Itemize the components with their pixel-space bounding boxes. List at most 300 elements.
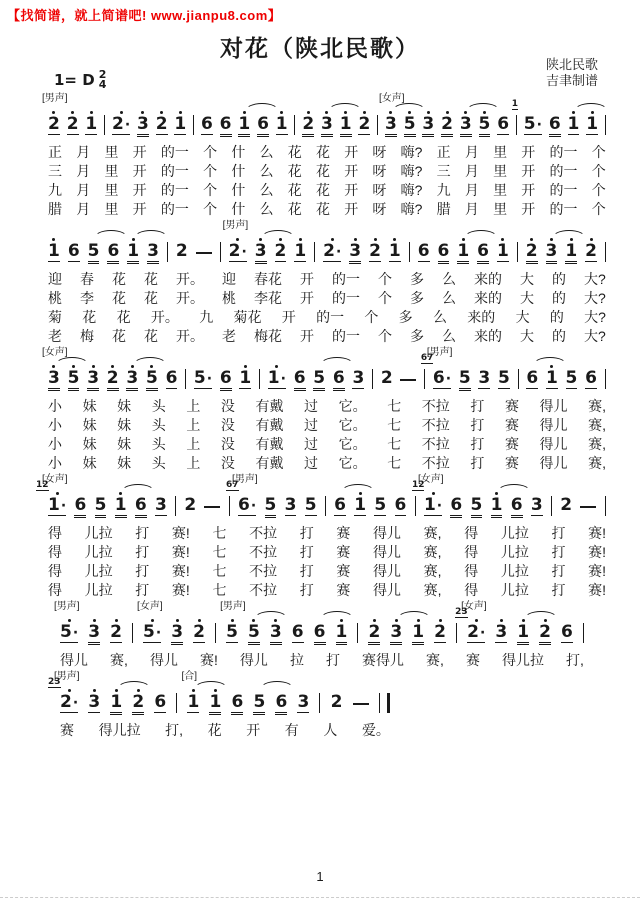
note: [395, 492, 407, 521]
duration-underlines: [135, 515, 147, 521]
lyric-syllable: 正: [48, 144, 62, 160]
lyric-syllable: 九: [199, 309, 214, 325]
duration-underlines: [60, 642, 78, 648]
duration-underlines: [238, 515, 256, 521]
duration-underlines: [257, 134, 269, 140]
page-number: 1: [316, 869, 324, 884]
lyrics-row: [48, 200, 606, 219]
lyric-syllable: 花: [287, 201, 302, 217]
lyric-syllable: 开: [521, 163, 536, 179]
augmentation-dot: ·: [206, 371, 213, 387]
slur-arc: [497, 484, 531, 492]
voice-label: [合]: [181, 671, 198, 682]
lyric-syllable: 春: [80, 271, 94, 287]
note-digit: 2: [155, 114, 168, 134]
duration-underlines: [585, 261, 597, 267]
note: [67, 111, 79, 140]
duration-underlines: [418, 261, 430, 267]
note-digit: 6: [200, 114, 213, 134]
duration-underlines: [340, 134, 352, 140]
notation-row: [42, 346, 606, 394]
note: [257, 111, 269, 140]
lyric-syllable: 打: [135, 525, 150, 541]
note: [441, 111, 453, 140]
duration-underlines: [460, 134, 472, 140]
note: [285, 492, 297, 521]
note: [491, 492, 503, 521]
duration-underlines: [176, 261, 188, 267]
duration-underlines: [539, 642, 551, 648]
lyric-syllable: 打: [299, 525, 314, 541]
barline: [357, 623, 358, 643]
duration-underlines: [107, 388, 119, 394]
note-digit: 6 ·: [432, 368, 452, 388]
note: [88, 238, 100, 267]
lyric-syllable: 里: [493, 163, 508, 179]
lyric-syllable: 大: [515, 309, 530, 325]
lyric-syllable: 个: [203, 182, 218, 198]
note: [294, 365, 306, 394]
lyric-syllable: 花: [315, 163, 330, 179]
lyric-syllable: 得: [464, 544, 479, 560]
lyric-syllable: 它。: [338, 455, 367, 471]
duration-underlines: [154, 712, 166, 718]
note: [156, 111, 168, 140]
note-digit: 1 ·: [423, 495, 443, 515]
note: [526, 365, 538, 394]
note: [390, 619, 402, 648]
slur-arc: [55, 357, 89, 365]
lyric-syllable: 赛!: [588, 563, 606, 579]
lyric-syllable: 得儿: [373, 544, 402, 560]
note: [313, 365, 325, 394]
lyric-syllable: 来的: [474, 328, 502, 344]
lyric-syllable: 的一: [160, 144, 189, 160]
note-digit: 3: [459, 114, 472, 134]
lyric-syllable: 腊: [436, 201, 451, 217]
augmentation-dot: ·: [72, 625, 79, 641]
barline: [551, 496, 552, 516]
duration-underlines: [368, 642, 380, 648]
duration-underlines: [255, 261, 267, 267]
note: [497, 238, 509, 267]
lyric-syllable: 小: [48, 455, 62, 471]
duration-underlines: [566, 388, 578, 394]
lyrics-row: [48, 543, 606, 562]
lyric-syllable: 没: [220, 436, 235, 452]
duration-underlines: [68, 388, 80, 394]
note: [333, 365, 345, 394]
duration-underlines: [48, 515, 66, 521]
lyric-syllable: 开: [344, 144, 359, 160]
duration-underlines: [137, 134, 149, 140]
lyric-syllable: 打: [135, 582, 150, 598]
note: [478, 365, 490, 394]
lyric-syllable: 赛!: [588, 582, 606, 598]
lyric-syllable: 打: [325, 652, 340, 668]
note-digit: 5 ·: [523, 114, 542, 134]
duration-underlines: [517, 642, 529, 648]
lyric-syllable: 得儿: [373, 563, 402, 579]
lyric-syllable: 人: [323, 722, 338, 738]
lyric-syllable: 花: [116, 309, 131, 325]
augmentation-dot: ·: [335, 244, 342, 260]
augmentation-dot: ·: [436, 498, 443, 514]
duration-underlines: [155, 515, 167, 521]
note-digit: 3: [422, 114, 435, 134]
note: [546, 238, 558, 267]
lyric-syllable: 赛!: [171, 525, 190, 541]
note-digit: 5 ·: [143, 622, 162, 642]
lyric-syllable: 桃: [222, 290, 236, 306]
lyric-syllable: 得: [48, 582, 62, 598]
note: [455, 601, 487, 648]
note-digit: 1: [127, 241, 140, 261]
note-digit: 5: [374, 495, 387, 515]
barline: [424, 369, 425, 389]
note-digit: 6: [219, 114, 232, 134]
note: [220, 111, 232, 140]
lyric-syllable: 嗨?: [400, 144, 423, 160]
note-digit: 3: [126, 368, 139, 388]
voice-label: [男声]: [220, 601, 246, 612]
note-digit: 6: [437, 241, 450, 261]
lyric-syllable: 过: [304, 455, 319, 471]
slur-arc: [524, 611, 558, 619]
lyric-syllable: 里: [493, 201, 508, 217]
note-digit: 2: [368, 622, 381, 642]
augmentation-dot: ·: [155, 625, 162, 641]
note-digit: 5 ·: [60, 622, 79, 642]
note-digit: 6: [560, 622, 573, 642]
duration-underlines: [187, 712, 199, 718]
note-digit: 6: [231, 692, 244, 712]
duration-underlines: [110, 712, 122, 718]
note: [294, 238, 306, 267]
lyric-syllable: 头: [151, 398, 166, 414]
note: [511, 492, 523, 521]
lyric-syllable: 得儿: [539, 436, 568, 452]
voice-label: [女声]: [42, 347, 68, 358]
lyric-syllable: 月: [76, 144, 91, 160]
voice-label: [男声]: [42, 93, 68, 104]
note-digit: 1: [110, 692, 123, 712]
note-digit: 6: [165, 368, 178, 388]
note-digit: 6: [134, 495, 147, 515]
note: [314, 619, 326, 648]
lyric-syllable: 什: [231, 144, 246, 160]
lyric-syllable: 打: [470, 398, 485, 414]
note: [110, 689, 122, 718]
lyric-syllable: 赛,: [426, 652, 444, 668]
lyric-syllable: 开: [132, 163, 147, 179]
lyric-syllable: 赛: [60, 722, 74, 738]
lyric-syllable: 赛!: [171, 544, 190, 560]
barline: [132, 623, 133, 643]
lyric-syllable: 得儿: [373, 582, 402, 598]
duration-underlines: [220, 134, 232, 140]
lyric-syllable: 上: [186, 398, 201, 414]
lyric-syllable: 得: [48, 525, 62, 541]
note: [358, 111, 370, 140]
note: [379, 93, 405, 140]
lyric-syllable: 儿拉: [84, 544, 113, 560]
lyric-syllable: 花: [112, 290, 126, 306]
lyric-syllable: 得: [464, 582, 479, 598]
duration-underlines: [253, 712, 265, 718]
notation-row: [36, 473, 606, 521]
note: [48, 671, 80, 718]
notation-row: [48, 670, 390, 718]
note: [226, 474, 258, 521]
voice-label: [男声]: [54, 601, 80, 612]
note-digit: 6: [67, 241, 80, 261]
note: [42, 93, 68, 140]
duration-underlines: [471, 515, 483, 521]
duration-underlines: [585, 388, 597, 394]
lyric-syllable: 儿拉: [84, 582, 113, 598]
lyric-syllable: 菊花: [233, 309, 262, 325]
note-digit: 6: [154, 692, 167, 712]
slur-arc: [117, 681, 151, 689]
note: [340, 111, 352, 140]
lyric-syllable: 的一: [160, 201, 189, 217]
duration-underlines: [95, 515, 107, 521]
slur-arc: [194, 681, 228, 689]
note-digit: 1: [187, 692, 200, 712]
lyrics-row: [48, 181, 606, 200]
note-digit: 2: [539, 622, 551, 642]
lyric-syllable: 赛,: [423, 563, 442, 579]
barline: [415, 496, 416, 516]
barline: [175, 496, 176, 516]
lyric-syllable: 的一: [332, 328, 360, 344]
lyric-syllable: 月: [76, 182, 91, 198]
lyric-syllable: 打,: [165, 722, 184, 738]
duration-underlines: [459, 388, 471, 394]
lyric-syllable: 的: [552, 271, 566, 287]
note-digit: 1: [339, 114, 352, 134]
duration-underlines: [156, 134, 168, 140]
note: [112, 111, 130, 140]
duration-underlines: [88, 261, 100, 267]
slur-arc: [464, 230, 498, 238]
note: [349, 238, 361, 267]
note-digit: 1: [209, 692, 222, 712]
barline: [294, 115, 295, 135]
lyric-syllable: 春花: [254, 271, 282, 287]
lyric-syllable: 赛: [336, 544, 351, 560]
lyric-syllable: 不拉: [421, 455, 450, 471]
note-digit: 6: [257, 114, 269, 134]
lyric-syllable: 腊: [48, 201, 62, 217]
note: [270, 619, 282, 648]
duration-underlines: [381, 388, 393, 394]
lyric-syllable: 么: [442, 328, 456, 344]
lyric-syllable: 开: [344, 182, 359, 198]
lyric-syllable: 不拉: [421, 398, 450, 414]
lyric-syllable: 月: [464, 182, 479, 198]
note-digit: 3: [88, 692, 101, 712]
lyric-syllable: 妹: [117, 436, 132, 452]
note-digit: 3: [87, 368, 100, 388]
lyric-syllable: 七: [212, 582, 227, 598]
note-digit: 1: [174, 114, 187, 134]
lyric-syllable: 打,: [566, 652, 584, 668]
lyric-syllable: 不拉: [249, 525, 278, 541]
note-digit: 5: [470, 495, 483, 515]
barline: [605, 115, 606, 135]
duration-underlines: [115, 515, 127, 521]
note-digit: 3: [297, 692, 310, 712]
lyric-syllable: 老: [222, 328, 236, 344]
lyric-syllable: 七: [212, 544, 227, 560]
note: [126, 365, 138, 394]
lyric-syllable: 开: [521, 144, 536, 160]
duration-underlines: [354, 515, 366, 521]
voice-label: [男声]: [222, 220, 249, 231]
barline: [193, 115, 194, 135]
note-digit: 2: [380, 368, 393, 388]
note: [420, 347, 453, 394]
note: [497, 111, 509, 140]
duration-underlines: [549, 134, 561, 140]
lyric-syllable: 的: [549, 309, 564, 325]
lyric-syllable: 花: [144, 328, 158, 344]
page-bottom-divider: [0, 897, 640, 898]
lyric-syllable: 花: [144, 290, 158, 306]
lyric-syllable: 花: [207, 722, 222, 738]
note: [479, 111, 491, 140]
note: [275, 689, 287, 718]
lyric-syllable: 得儿: [539, 417, 568, 433]
note-digit: 1: [85, 114, 98, 134]
lyric-syllable: 儿拉: [500, 525, 529, 541]
duration-underlines: [412, 642, 424, 648]
lyric-syllable: 呀: [372, 182, 387, 198]
lyric-syllable: 的一: [549, 201, 578, 217]
note: [511, 99, 542, 140]
duration-underlines: [68, 261, 80, 267]
note-digit: 6: [477, 241, 489, 261]
lyric-syllable: 花: [82, 309, 97, 325]
lyric-syllable: 大?: [584, 328, 606, 344]
lyrics-row: [48, 454, 606, 473]
note: [460, 111, 472, 140]
notation-row: [42, 92, 606, 140]
note: [565, 238, 577, 267]
lyric-syllable: 多: [410, 328, 424, 344]
lyrics-row: [48, 524, 606, 543]
duration-underlines: [389, 261, 401, 267]
note: [297, 689, 309, 718]
lyric-syllable: 的一: [549, 144, 578, 160]
note: [457, 238, 469, 267]
duration-underlines: [374, 515, 386, 521]
lyric-syllable: 大?: [584, 309, 606, 325]
note-digit: 1 ·: [48, 495, 67, 515]
note-digit: 1: [565, 241, 578, 261]
lyric-syllable: 有戴: [255, 455, 284, 471]
lyric-syllable: 开。: [176, 290, 204, 306]
note: [374, 492, 386, 521]
lyric-syllable: 什: [231, 201, 246, 217]
lyric-syllable: 嗨?: [400, 163, 423, 179]
note: [495, 619, 507, 648]
duration-underlines: [334, 515, 346, 521]
lyric-syllable: 头: [151, 455, 166, 471]
duration-underlines: [491, 515, 503, 521]
note: [368, 619, 380, 648]
note: [107, 365, 119, 394]
lyric-syllable: 开。: [176, 271, 204, 287]
lyric-syllable: 小: [48, 436, 62, 452]
duration-underlines: [248, 642, 260, 648]
note: [336, 619, 348, 648]
duration-underlines: [479, 134, 491, 140]
duration-underlines: [441, 134, 453, 140]
note: [561, 619, 573, 648]
lyric-syllable: 小: [48, 398, 62, 414]
note-digit: 2: [330, 692, 343, 712]
grace-note: 23: [455, 607, 468, 617]
augmentation-dot: ·: [124, 117, 131, 133]
lyric-syllable: 开: [132, 182, 147, 198]
dash-note: [196, 252, 212, 254]
lyric-syllable: 七: [387, 417, 402, 433]
note-digit: 3: [254, 241, 267, 261]
lyric-syllable: 赛: [504, 436, 519, 452]
note-digit: 1: [496, 241, 509, 261]
note-digit: 3: [385, 114, 397, 134]
duration-underlines: [336, 642, 348, 648]
score-systems: [0, 92, 640, 740]
lyric-syllable: 么: [259, 201, 274, 217]
lyric-syllable: 妹: [82, 417, 97, 433]
note: [171, 619, 183, 648]
duration-underlines: [239, 388, 251, 394]
lyric-syllable: 的一: [160, 182, 189, 198]
lyric-syllable: 的一: [549, 163, 578, 179]
barline: [215, 623, 216, 643]
lyric-syllable: 么: [259, 163, 274, 179]
note: [85, 111, 97, 140]
lyric-syllable: 来的: [467, 309, 496, 325]
lyrics-row: [48, 289, 606, 308]
lyric-syllable: 儿拉: [84, 525, 113, 541]
slur-arc: [133, 357, 167, 365]
barline: [605, 242, 606, 262]
lyric-syllable: 花: [287, 163, 302, 179]
note: [568, 111, 580, 140]
note: [422, 111, 434, 140]
notation-row: [48, 219, 606, 267]
note: [42, 347, 68, 394]
note-digit: 5: [247, 622, 260, 642]
note-digit: 1: [335, 622, 348, 642]
duration-underlines: [276, 134, 288, 140]
lyric-syllable: 三: [48, 163, 62, 179]
lyric-syllable: 的一: [549, 182, 578, 198]
lyric-syllable: 儿拉: [500, 582, 529, 598]
lyric-syllable: 梅: [80, 328, 94, 344]
note-digit: 3: [321, 114, 333, 134]
note: [531, 492, 543, 521]
lyric-syllable: 么: [432, 309, 447, 325]
note: [471, 492, 483, 521]
lyric-syllable: 么: [259, 182, 274, 198]
lyric-syllable: 赛: [465, 652, 480, 668]
